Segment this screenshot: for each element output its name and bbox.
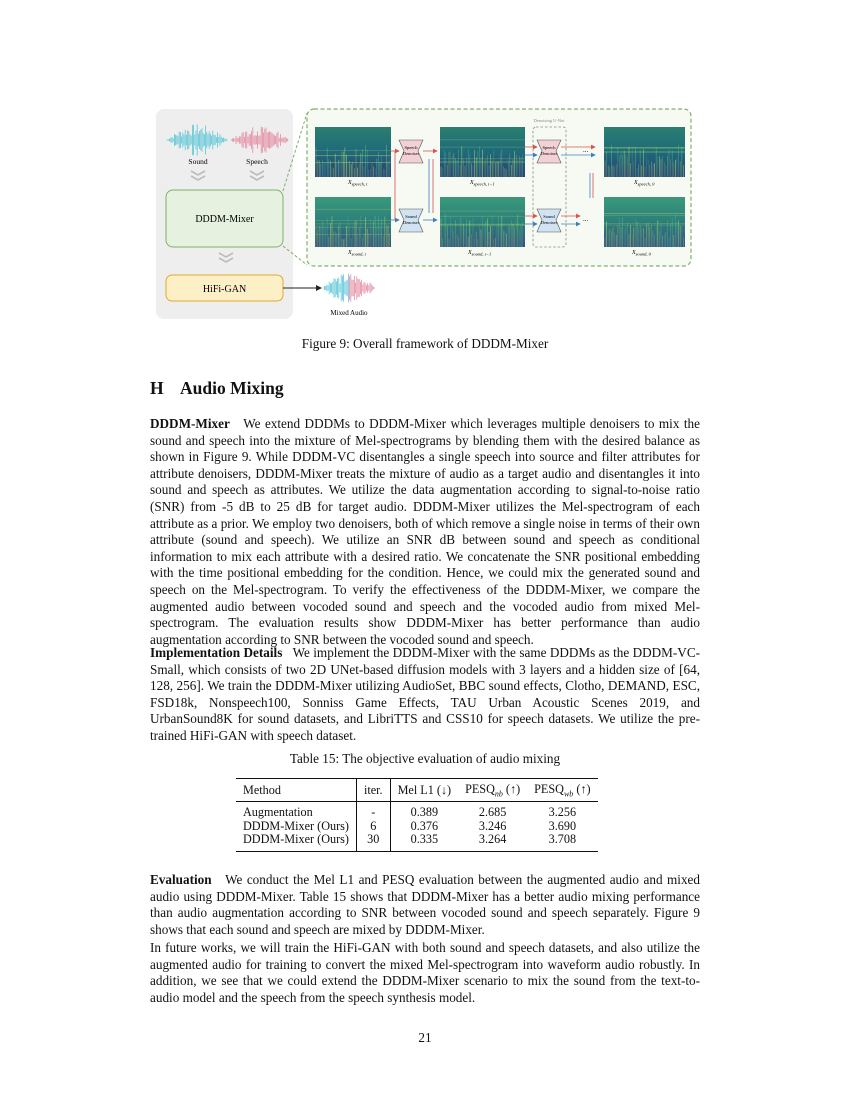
svg-text:Denoiser: Denoiser bbox=[402, 220, 420, 225]
hifigan-label: HiFi-GAN bbox=[202, 284, 247, 295]
mixer-label: DDDM-Mixer bbox=[195, 214, 254, 225]
spec-sound-t bbox=[315, 197, 391, 247]
unet-title: Denoising U-Net bbox=[533, 118, 565, 123]
sound-label: Sound bbox=[188, 157, 208, 166]
paragraph-body: We implement the DDDM-Mixer with the same DDDMs as the DDDM-VC-Small, which consists of two 2D UNet-based diffusion models with 3 layers and a hidden size of [64, 128, 256]. We train the DDDM-Mixer utilizing AudioSet, BBC sound effects, Clotho, DEMAND, ESC, FSD18k, Nonspeech100, Sonniss Game Effects, TAU Urban Acoustic Scenes 2019, and UrbanSound8K for sound datasets, and LibriTTS and CSS10 for speech datasets. We utilize the pre-trained HiFi-GAN with speech dataset. bbox=[150, 645, 701, 743]
svg-text:Denoiser: Denoiser bbox=[540, 220, 558, 225]
spec-sound-t1 bbox=[440, 197, 525, 247]
col-mel: Mel L1 (↓) bbox=[390, 779, 458, 802]
page-number: 21 bbox=[418, 1030, 432, 1045]
spec-speech-t1 bbox=[440, 127, 525, 177]
framework-figure bbox=[150, 103, 700, 325]
table-row: DDDM-Mixer (Ours) 6 0.376 3.246 3.690 bbox=[236, 820, 598, 834]
spec-speech-0 bbox=[604, 127, 685, 177]
section-title: Audio Mixing bbox=[180, 378, 284, 398]
paragraph-implementation bbox=[150, 645, 700, 745]
paragraph-body: We conduct the Mel L1 and PESQ evaluation between the augmented audio and mixed audio using DDDM-Mixer. Table 15 shows that DDDM-Mixer has a better audio mixing performance than audio augmentation according to SNR between vocoded sound and speech separately. Figure 9 shows that each sound and speech are mixed by DDDM-Mixer. bbox=[150, 872, 701, 937]
spec-sound-0 bbox=[604, 197, 685, 247]
paragraph-heading: Implementation Details bbox=[150, 645, 283, 660]
results-table bbox=[236, 778, 598, 852]
table-row: DDDM-Mixer (Ours) 30 0.335 3.264 3.708 bbox=[236, 833, 598, 851]
paragraph-future-work bbox=[150, 940, 700, 1006]
paragraph-dddm-mixer bbox=[150, 416, 700, 648]
table-header-row bbox=[236, 779, 598, 802]
ellipsis-2: ... bbox=[583, 215, 589, 223]
col-method: Method bbox=[236, 779, 356, 802]
figure-caption: Figure 9: Overall framework of DDDM-Mixer bbox=[301, 336, 549, 351]
paragraph-body: In future works, we will train the HiFi-GAN with both sound and speech datasets, and also utilize the augmented audio for training to convert the mixed Mel-spectrogram into waveform audio robustly. In addition, we see that we could extend the DDDM-Mixer scenario to mix the sound from the text-to-audio model and the speech from the speech synthesis model. bbox=[150, 940, 700, 1005]
mixed-audio-label: Mixed Audio bbox=[330, 309, 368, 317]
label-x-sound-t1: $X_{sound, t-1}$ bbox=[468, 250, 492, 257]
col-pesq-wb: $PESQ_{wb}$ (↑) bbox=[527, 779, 597, 802]
col-pesq-nb: $PESQ_{nb}$ (↑) bbox=[458, 779, 527, 802]
ellipsis-1: ... bbox=[583, 146, 589, 154]
paragraph-body: We extend DDDMs to DDDM-Mixer which leverages multiple denoisers to mix the sound and speech into the mixture of Mel-spectrograms by blending them with the desired balance as shown in Figure 9. While DDDM-VC disentangles a single speech into source and filter attributes for attribute denoisers, DDDM-Mixer treats the mixture of audio as a target audio and disentangles it into sound and speech as attributes. We utilize the data augmentation according to signal-to-noise ratio (SNR) from -5 dB to 25 dB for target audio. DDDM-Mixer utilizes the Mel-spectrogram of each attribute as a prior. We employ two denoisers, both of which remove a single noise in terms of their own attribute (sound and speech). We utilize an SNR dB between sound and speech as conditional information to mix each attribute with a desired ratio. We concatenate the SNR positional embedding with the time positional embedding for the condition. Hence, we could mix the generated sound and speech on the Mel-spectrogram. To verify the effectiveness of the DDDM-Mixer, we compare the augmented audio between vocoded sound and speech and the vocoded audio from mixed Mel-spectrogram. The evaluation results show DDDM-Mixer has better performance than audio augmentation according to SNR between the vocoded sound and speech. bbox=[150, 416, 701, 647]
mixed-audio-waveform bbox=[322, 274, 376, 302]
svg-text:Denoiser: Denoiser bbox=[402, 151, 420, 156]
paragraph-heading: Evaluation bbox=[150, 872, 212, 887]
spec-speech-t bbox=[315, 127, 391, 177]
svg-text:Sound: Sound bbox=[405, 214, 417, 219]
svg-text:Speech: Speech bbox=[404, 145, 418, 150]
label-x-speech-t: $X_{speech, t}$ bbox=[348, 180, 368, 187]
section-heading bbox=[150, 378, 284, 399]
label-x-speech-t1: $X_{speech, t-1}$ bbox=[470, 180, 495, 187]
paragraph-heading: DDDM-Mixer bbox=[150, 416, 230, 431]
svg-text:Speech: Speech bbox=[542, 145, 556, 150]
label-x-sound-0: $X_{sound, 0}$ bbox=[632, 250, 651, 257]
section-number: H bbox=[150, 378, 164, 398]
table-row: Augmentation - 0.389 2.685 3.256 bbox=[236, 802, 598, 820]
svg-text:Denoiser: Denoiser bbox=[540, 151, 558, 156]
label-x-sound-t: $X_{sound, t}$ bbox=[348, 250, 366, 257]
speech-label: Speech bbox=[246, 157, 268, 166]
col-iter: iter. bbox=[356, 779, 390, 802]
table-caption: Table 15: The objective evaluation of audio mixing bbox=[289, 751, 561, 766]
label-x-speech-0: $X_{speech, 0}$ bbox=[634, 180, 655, 187]
svg-text:Sound: Sound bbox=[543, 214, 555, 219]
paragraph-evaluation bbox=[150, 872, 700, 938]
